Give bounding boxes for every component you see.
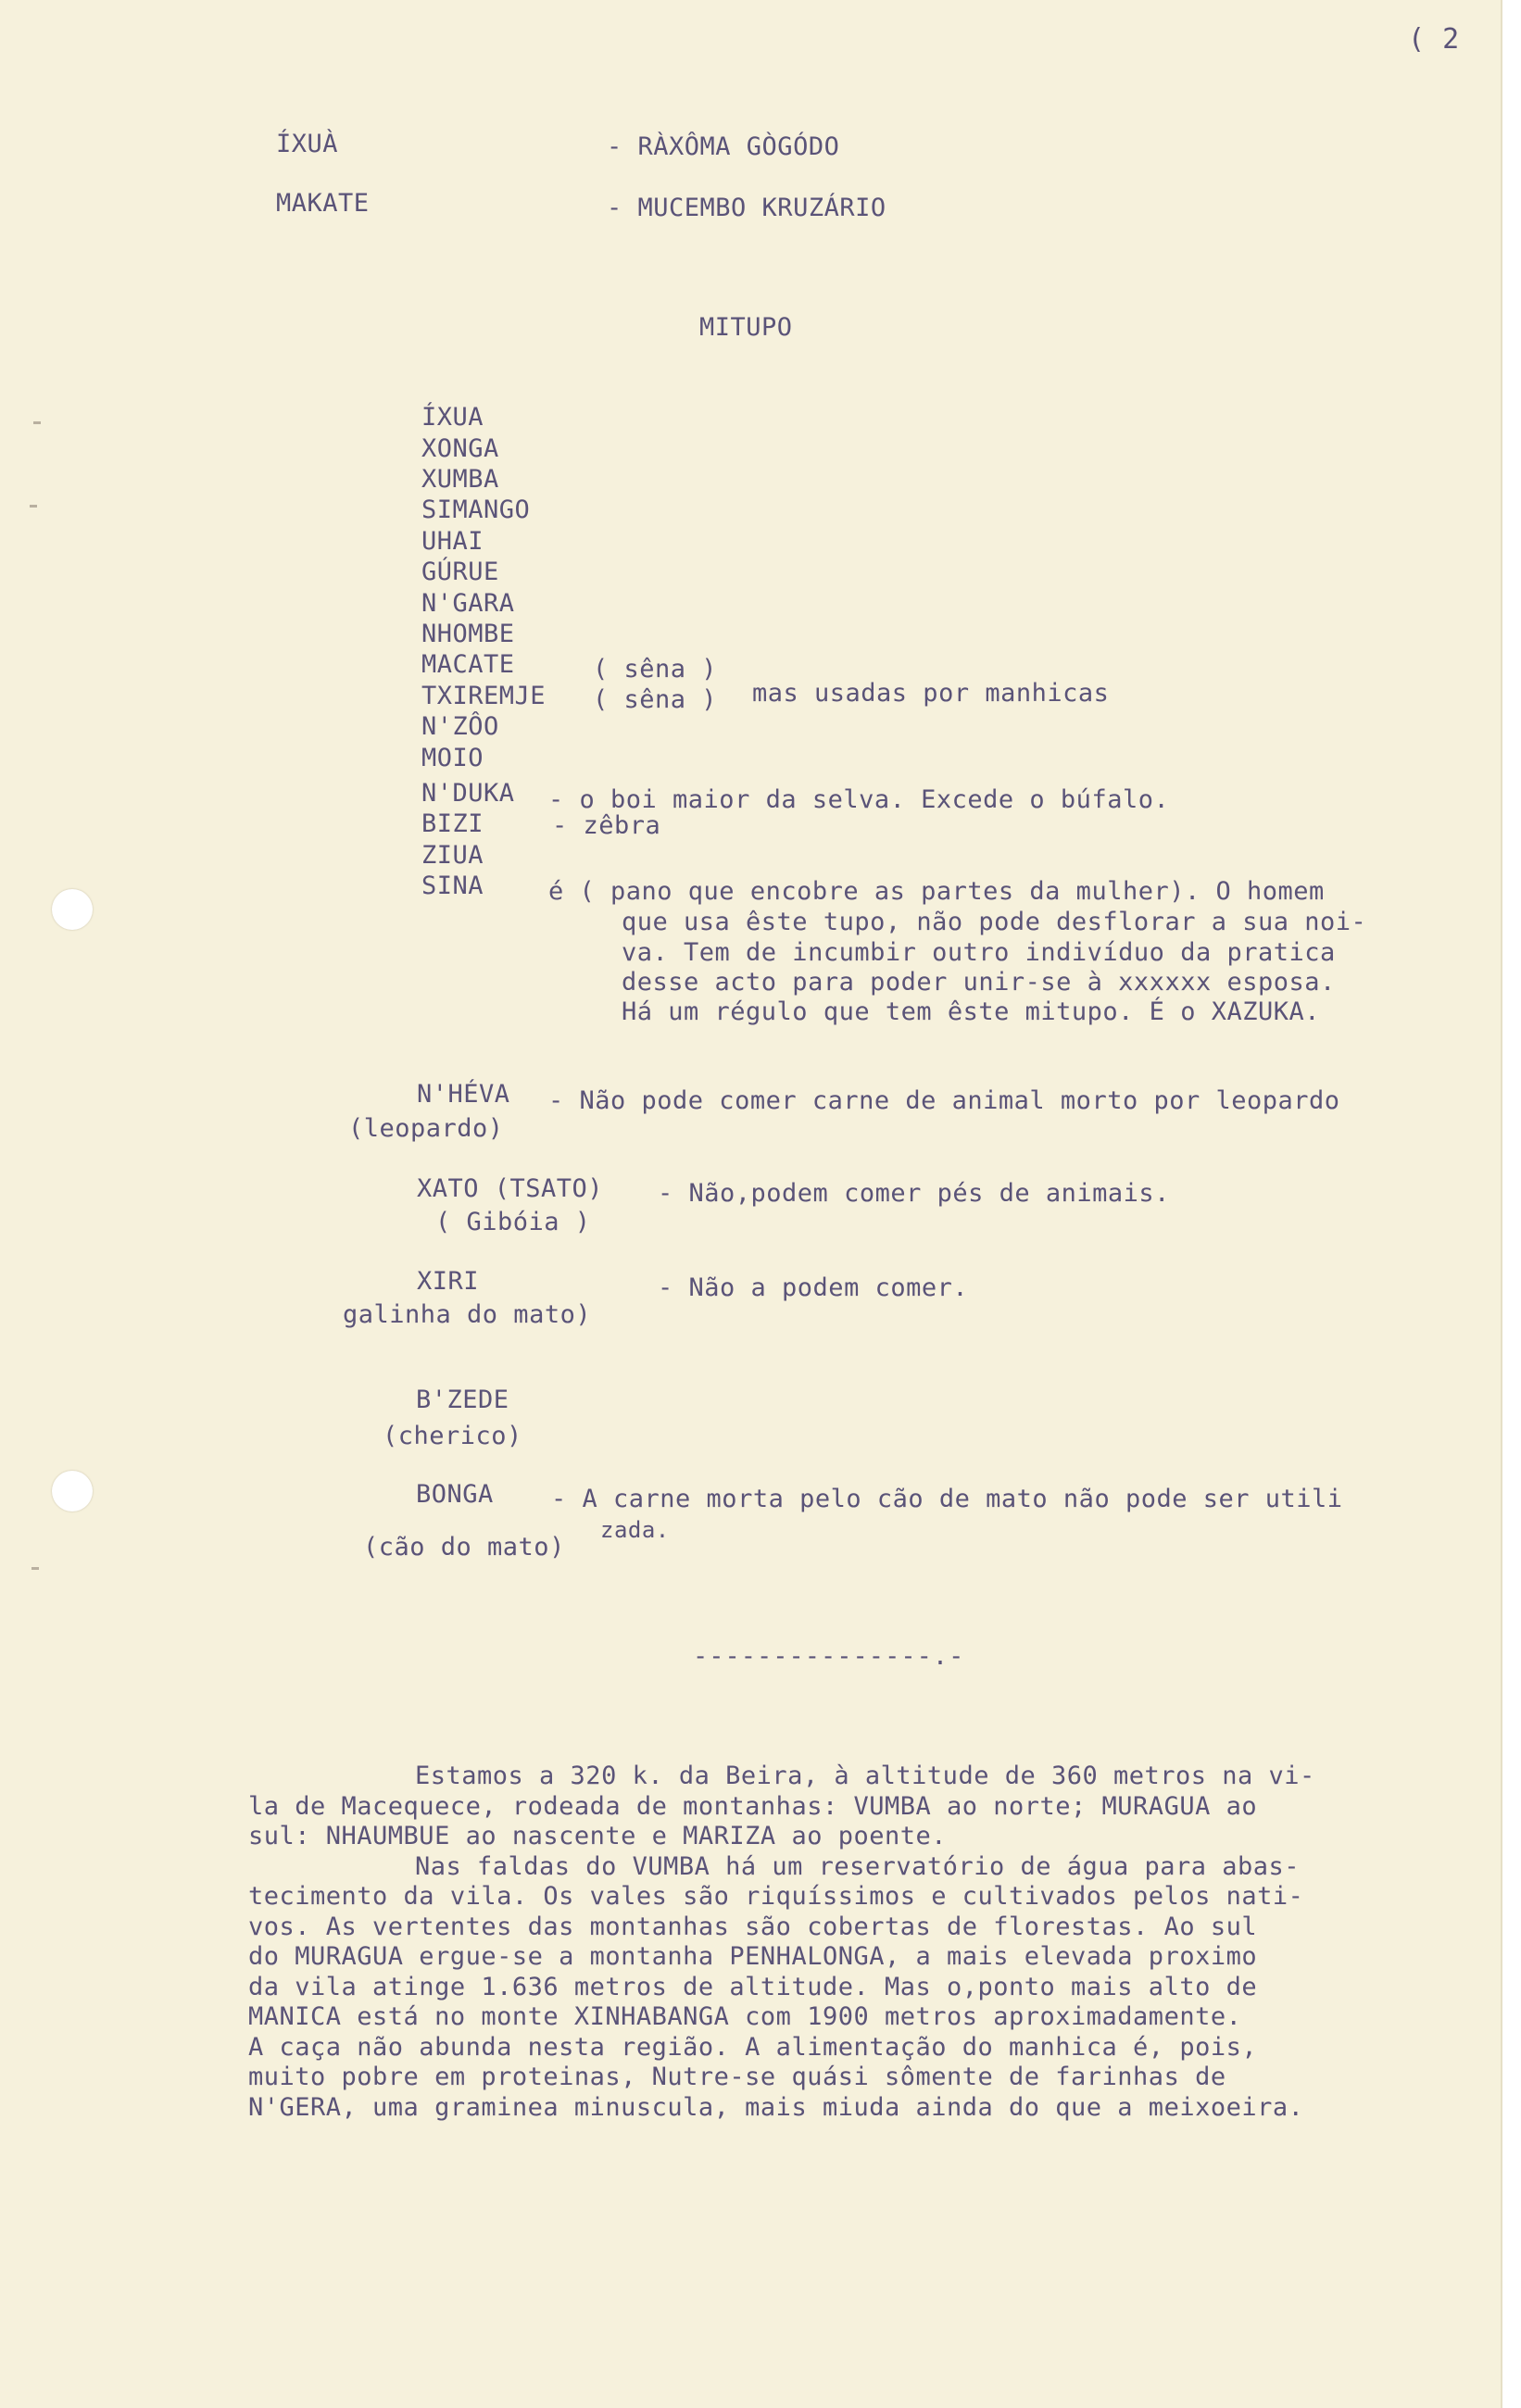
header-right-1: - RÀXÔMA GÒGÓDO <box>607 132 840 161</box>
mitupo-item: BIZI <box>421 809 484 838</box>
mitupo-item: N'GARA <box>421 589 515 618</box>
margin-mark <box>33 421 41 424</box>
mitupo-item: ZIUA <box>421 841 484 870</box>
note-bizi: - zêbra <box>552 811 661 840</box>
taboo-name: XATO (TSATO) <box>417 1174 604 1203</box>
note-sina-5: Há um régulo que tem êste mitupo. É o XAZUKA. <box>622 997 1320 1026</box>
paragraph-line: N'GERA, uma graminea minuscula, mais miuda ainda do que a meixoeira. <box>248 2092 1304 2122</box>
punch-hole-top <box>52 889 93 930</box>
note-sena-group: mas usadas por manhicas <box>752 679 1110 708</box>
paragraph-line: muito pobre em proteinas, Nutre-se quási sômente de farinhas de <box>248 2063 1226 2091</box>
page-number: ( 2 <box>1408 23 1460 56</box>
taboo-name: B'ZEDE <box>416 1386 509 1414</box>
mitupo-item: ÍXUA <box>421 403 484 432</box>
margin-mark <box>30 505 37 508</box>
note-sina-1: é ( pano que encobre as partes da mulher). O homem <box>548 877 1325 906</box>
note-macate: ( sêna ) <box>593 655 718 684</box>
paragraph-line: do MURAGUA ergue-se a montanha PENHALONGA, a mais elevada proximo <box>248 1942 1258 1971</box>
description-paragraph <box>248 1762 1315 2123</box>
taboo-name: XIRI <box>417 1267 480 1296</box>
paragraph-line: da vila atinge 1.636 metros de altitude. Mas o,ponto mais alto de <box>248 1972 1258 2001</box>
note-sina-3: va. Tem de incumbir outro indivíduo da pratica <box>622 938 1336 967</box>
taboo-gloss: (cão do mato) <box>363 1533 565 1561</box>
paragraph-line: vos. As vertentes das montanhas são cobertas de florestas. Ao sul <box>248 1912 1258 1941</box>
punch-hole-bottom <box>52 1471 93 1511</box>
mitupo-item: GÚRUE <box>421 558 499 586</box>
taboo-text: - Não a podem comer. <box>658 1273 969 1302</box>
note-sina-4: desse acto para poder unir-se à xxxxxx esposa. <box>622 968 1336 997</box>
mitupo-item: N'DUKA <box>421 779 515 808</box>
mitupo-item: XONGA <box>421 434 499 463</box>
taboo-name: N'HÉVA <box>417 1080 510 1109</box>
header-left-2: MAKATE <box>276 189 370 218</box>
mitupo-item: TXIREMJE <box>421 682 547 710</box>
taboo-text: - A carne morta pelo cão de mato não pode ser utili <box>551 1485 1343 1513</box>
mitupo-item: MOIO <box>421 744 484 772</box>
taboo-name: BONGA <box>416 1480 494 1509</box>
paragraph-line: sul: NHAUMBUE ao nascente e MARIZA ao poente. <box>248 1822 947 1850</box>
paragraph-line: la de Macequece, rodeada de montanhas: VUMBA ao norte; MURAGUA ao <box>248 1791 1258 1821</box>
taboo-text: - Não,podem comer pés de animais. <box>658 1179 1170 1208</box>
paragraph-line: A caça não abunda nesta região. A alimentação do manhica é, pois, <box>248 2032 1258 2062</box>
taboo-gloss: (cherico) <box>383 1422 522 1450</box>
mitupo-item: SINA <box>421 872 484 900</box>
note-sina-2: que usa êste tupo, não pode desflorar a sua noi- <box>622 908 1367 936</box>
mitupo-item: UHAI <box>421 527 484 556</box>
mitupo-item: N'ZÔO <box>421 712 499 741</box>
section-title: MITUPO <box>699 313 793 342</box>
mitupo-item: XUMBA <box>421 465 499 494</box>
note-txiremje: ( sêna ) <box>593 685 718 714</box>
paragraph-line: Nas faldas do VUMBA há um reservatório de água para abas- <box>415 1851 1301 1881</box>
mitupo-item: NHOMBE <box>421 620 515 648</box>
mitupo-item: MACATE <box>421 650 515 679</box>
mitupo-item: SIMANGO <box>421 495 531 524</box>
paragraph-line: Estamos a 320 k. da Beira, à altitude de 360 metros na vi- <box>415 1762 1315 1790</box>
header-left-1: ÍXUÀ <box>276 130 339 158</box>
paragraph-line: tecimento da vila. Os vales são riquíssimos e cultivados pelos nati- <box>248 1882 1304 1911</box>
margin-mark <box>31 1567 39 1570</box>
note-nduka: - o boi maior da selva. Excede o búfalo. <box>548 785 1170 814</box>
section-separator: ---------------.- <box>693 1642 965 1671</box>
page-edge <box>1502 0 1521 2408</box>
paragraph-line: MANICA está no monte XINHABANGA com 1900 metros aproximadamente. <box>248 2002 1242 2031</box>
taboo-gloss: ( Gibóia ) <box>435 1208 591 1236</box>
header-right-2: - MUCEMBO KRUZÁRIO <box>607 194 886 222</box>
taboo-text: - Não pode comer carne de animal morto por leopardo <box>548 1086 1340 1115</box>
taboo-gloss: (leopardo) <box>348 1114 504 1143</box>
taboo-gloss: galinha do mato) <box>343 1300 592 1329</box>
taboo-text-continued: zada. <box>600 1517 670 1543</box>
